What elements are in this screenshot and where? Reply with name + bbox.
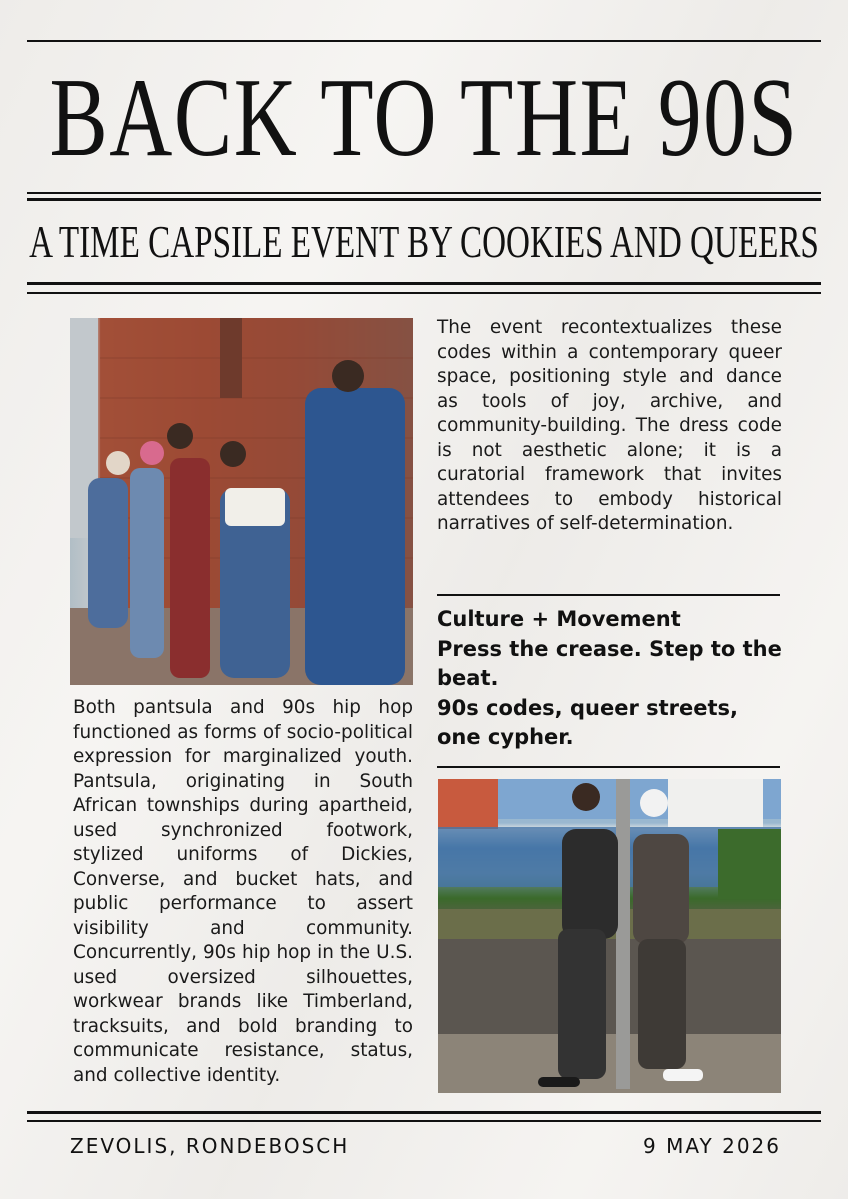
subtitle-rule-upper [27, 282, 821, 285]
event-location: ZEVOLIS, RONDEBOSCH [70, 1134, 350, 1158]
callout-block [437, 605, 783, 753]
right-column-paragraph: The event recontextualizes these codes within a contemporary queer space, positioning style and dance as tools of joy, archive, and community-building. The dress code is not aesthetic alone; it is a curatorial framework that invites attendees to embody historical narratives of self-determination. [437, 317, 782, 534]
pole-duo-photo-illustration [438, 779, 781, 1093]
dancers-photo [70, 318, 413, 685]
callout-heading: Culture + Movement [437, 607, 681, 631]
footer-rule-upper [27, 1111, 821, 1114]
callout-line-2: Press the crease. Step to the beat. [437, 636, 782, 690]
dancers-photo-illustration [70, 318, 413, 685]
subtitle: A TIME CAPSILE EVENT BY COOKIES AND QUEERS [29, 216, 819, 267]
left-column-paragraph: Both pantsula and 90s hip hop functioned as forms of socio-political expression for marginalized youth. Pantsula, originating in South African townships during apartheid, used synchronized footwork, stylized uniforms of Dickies, Converse, and bucket hats, and public performance to assert visibility and community. Concurrently, 90s hip hop in the U.S. used oversized silhouettes, workwear brands like Timberland, tracksuits, and bold branding to communicate resistance, status, and collective identity. [73, 697, 413, 1086]
masthead-rule-lower [27, 198, 821, 201]
callout-line-3: 90s codes, queer streets, one cypher. [437, 695, 739, 749]
pole-duo-photo [438, 779, 781, 1093]
callout-rule-bottom [437, 766, 780, 768]
top-rule [27, 40, 821, 42]
event-date: 9 MAY 2026 [643, 1134, 781, 1158]
callout-rule-top [437, 594, 780, 596]
footer-rule-lower [27, 1120, 821, 1122]
masthead-rule-upper [27, 192, 821, 194]
subtitle-rule-lower [27, 292, 821, 294]
masthead-title: BACK TO THE 90S [49, 56, 799, 180]
